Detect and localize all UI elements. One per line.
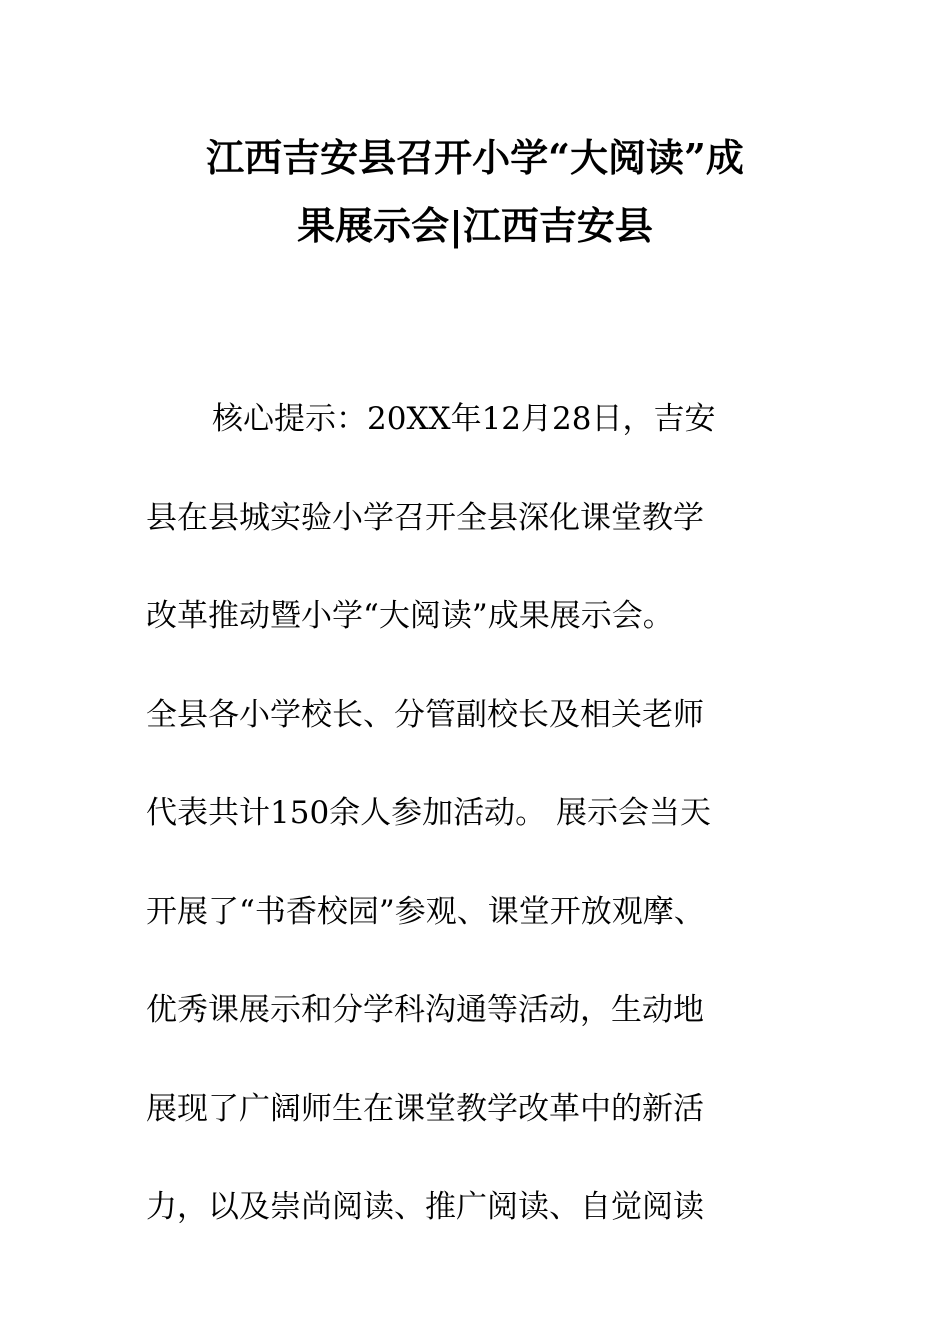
body-line-9: 力，以及崇尚阅读、推广阅读、自觉阅读 [146, 1189, 704, 1225]
body-line-2: 县在县城实验小学召开全县深化课堂教学 [146, 499, 704, 536]
body-line-6: 开展了“书香校园”参观、课堂开放观摩、 [146, 893, 705, 930]
body-line-3: 改革推动暨小学“大阅读”成果展示会。 [146, 598, 674, 634]
body-line-4: 全县各小学校长、分管副校长及相关老师 [146, 696, 704, 733]
document-title [0, 124, 950, 260]
body-line-8: 展现了广阔师生在课堂教学改革中的新活 [146, 1090, 704, 1127]
document-body [146, 370, 826, 1257]
title-line-2: 果展示会|江西吉安县 [297, 203, 653, 248]
body-line-7: 优秀课展示和分学科沟通等活动，生动地 [146, 992, 704, 1028]
body-line-5: 代表共计150余人参加活动。 展示会当天 [146, 795, 712, 831]
title-line-1: 江西吉安县召开小学“大阅读”成 [206, 135, 744, 180]
body-line-1: 核心提示：20XX年12月28日，吉安 [212, 401, 716, 437]
